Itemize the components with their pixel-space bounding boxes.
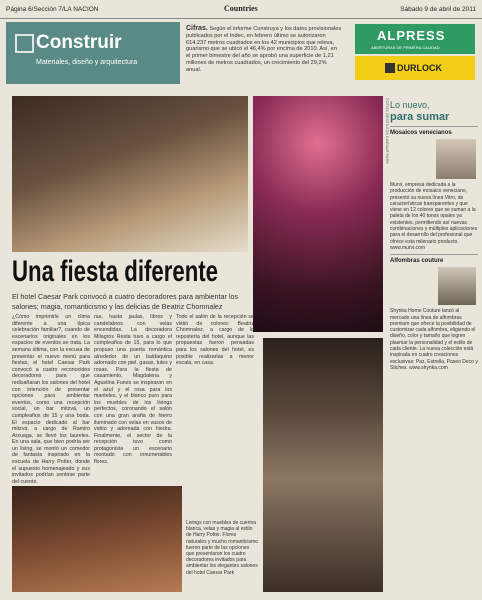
- construir-logo-icon: [15, 34, 34, 53]
- page-date: Sábado 9 de abril de 2011: [400, 6, 476, 13]
- sidebar-divider: [390, 126, 478, 127]
- harry-potter-living-photo: [12, 96, 248, 252]
- construir-banner: [6, 22, 180, 84]
- sidebar-heading: para sumar: [390, 111, 450, 123]
- photo-caption: Livings con muebles de cuerina blanca, velas y magia al estilo de Harry Potter. Flores naturales y mucho romanticismo fueron parte de las opciones que presentaron los cuatro decoradores invitados para ambientar los elegantes salones del hotel Caesar Park: [186, 520, 258, 576]
- page-section-label: Página 6/Sección 7/LA NACION: [6, 6, 99, 13]
- durlock-logo-icon: [385, 63, 395, 73]
- item1-text: Murvi, empresa dedicada a la producción de mosaico veneciano, presentó su nueva línea Vitro, de características transparentes y que viene en 12 colores que se suman a la paleta de los 40 tonos opales ya existentes, permitiendo así nuevas combinaciones y múltiples aplicaciones para el desarrollo del profesional que ofrece esta milenario producto. www.murvi.com: [390, 182, 478, 251]
- banner-subtitle: Materiales, diseño y arquitectura: [36, 59, 138, 66]
- pink-lit-salon-photo: [253, 96, 383, 332]
- banner-title: Construir: [36, 32, 122, 53]
- article-column-1: ¿Cómo imprimirle un clima diferente a una típica celebración familiar?, cuando de escenarios originales en los espacios de eventos se trata. La semana última, con la excusa de presentar el nuevo menú para fiestas, el hotel Caesar Park convocó a cuatro reconocidos decoradores para que redisañaran los salones del hotel con intención de presentar opciones para ambientar eventos, como una recepción social, un bar mitzvá, un cumpleaños de 15 y una boda. El espacio dedicado al bar mitzvá, a cargo de Ramiro Arzuaga, se llevó los laureles. En una sala, que bien podría ser un living, se montó un comedor de fantasía inspirado en la escuela de Harry Potter, donde el supuesto homenajeado y sus invitados podrían sentirse parte del cuento.: [12, 314, 90, 485]
- article-subtitle: El hotel Caesar Park convocó a cuatro decoradores para ambientar los salones; magia, romanticismo y las delicias de Beatriz Chomnalez: [12, 292, 239, 311]
- item1-title: Mosaicos venecianos: [390, 130, 452, 136]
- sidebar-divider-2: [390, 254, 478, 255]
- alpress-name: ALPRESS: [377, 28, 446, 43]
- sidebar-kicker: Lo nuevo,: [390, 100, 430, 110]
- section-title: Countries: [224, 4, 258, 13]
- cifras-box: [186, 26, 342, 82]
- cifras-text: Según el informe Construya y los datos provisionales publicados por el Indec, en febrero último se autorizaron 614.237 metros cuadrados en los 42 municipios que releva, guarismo que se ubicó el 46,4% por encima de 2010. Así, en el primer bimestre del año se aprobó una superficie de 1,21 millones de metros cuadrados, un crecimiento del 29,2% anual.: [186, 26, 342, 73]
- item2-title: Alfombras couture: [390, 258, 444, 265]
- item2-text: Shynka Home Couture lanzó al mercado una línea de alfombras premium que ofrece la posibilidad de customizar cada alfombra, eligiendo el diseño, color y tamaño que logren plasmar la personalidad y el estilo de cada cliente. La nueva colección está inspirada en cuatro creaciones exclusivas: Paz, Estrella, Paseo Deco y Stiches. www.shynka.com: [390, 308, 478, 371]
- alpress-ad[interactable]: [355, 24, 475, 54]
- rug-thumbnail: [438, 267, 476, 305]
- flower-decoration-photo: [12, 486, 182, 592]
- page-header: [0, 0, 482, 19]
- durlock-ad[interactable]: [355, 56, 475, 80]
- alpress-tagline: ABERTURAS DE PRIMERA CALIDAD: [371, 45, 440, 50]
- durlock-name: DURLOCK: [397, 63, 442, 73]
- banquet-table-photo: [263, 338, 383, 592]
- sidebar-lo-nuevo: [390, 100, 478, 371]
- article-column-2: ras, hasta jaulas, libros y candelabros con velas encendidas. La decoradora Milagros Resta tuvo a cargo el cumpleaños de 15, para lo que propuso una puerta romántica alrededor de un baldaquino adornado con piel, gasas, tules y rosas. Para la fiesta de casamiento, Magdalena y Agustina Funes se inspiraron en el azul y el rosa para los manteles, y el blanco puro para los muebles de los livings perfectos, coronando el salón con una gran araña de hierro iluminado con velas en vasos de vidrio y adornada con hiedra. Finalmente, el sector de la recepción tuvo como protagonista un escenario montado con innumerables flores.: [94, 314, 172, 466]
- cifras-label: Cifras.: [186, 25, 208, 32]
- photo-credit: FOTOS GENTILEZA CAESAR PARK: [385, 98, 390, 165]
- article-column-3: Todo el salón de la recepción se vistió de colores: Beatriz Chomnalez, a cargo de la repostería del hotel, aunque las propuestas fueron pensadas para los salones del hotel, es posible realizarlas a menor escala, en casa.: [176, 314, 254, 367]
- article-title: Una fiesta diferente: [12, 255, 219, 288]
- mosaic-thumbnail: [436, 139, 476, 179]
